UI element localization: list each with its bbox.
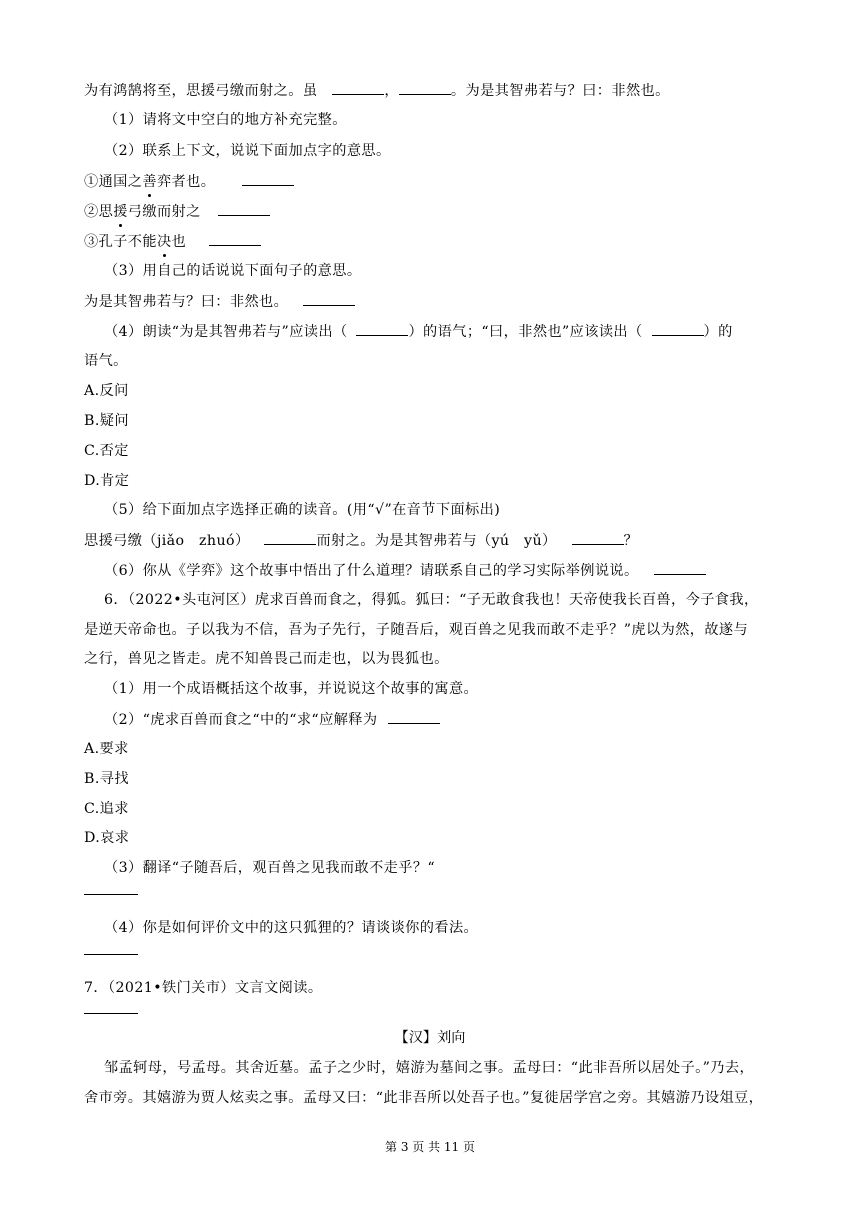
option-d[interactable]: D.哀求 (84, 830, 130, 846)
question-3-sentence (84, 291, 784, 312)
sub-item-3 (84, 231, 784, 252)
sub-item-2 (84, 201, 784, 222)
text: ）的 (703, 324, 733, 340)
text: 而射之。为是其智弗若与（yú yǔ） (316, 533, 557, 549)
question-6 (104, 560, 804, 581)
option-b[interactable]: B.寻找 (84, 771, 129, 787)
text: （4）朗读“为是其智弗若与”应读出（ (104, 324, 348, 340)
passage-line (84, 80, 784, 101)
answer-blank[interactable] (84, 999, 138, 1014)
text: 弈者也。 (156, 174, 216, 190)
answer-blank[interactable] (399, 80, 451, 95)
question-5: （5）给下面加点字选择正确的读音。(用“√”在音节下面标出) (104, 502, 501, 518)
text: 思援弓缴（jiǎo zhuó） (84, 533, 250, 549)
option-b[interactable]: B.疑问 (84, 413, 129, 429)
dotted-char: 援 (113, 204, 128, 220)
question-5-line (84, 530, 784, 551)
answer-blank[interactable] (356, 321, 408, 336)
text: ①通国之 (84, 174, 143, 190)
question-7: 7．（2021•铁门关市）文言文阅读。 (84, 980, 323, 996)
option-d[interactable]: D.肯定 (84, 473, 130, 489)
text: ？ (623, 533, 639, 549)
option-a[interactable]: A.反问 (84, 383, 129, 399)
answer-blank[interactable] (209, 231, 261, 246)
passage-6-line-1: 6．（2022•头屯河区）虎求百兽而食之，得狐。狐曰：“子无敢食我也！天帝使我长百兽，今子食我， (104, 592, 759, 608)
text: 。为是其智弗若与？曰：非然也。 (450, 83, 670, 99)
option-a[interactable]: A.要求 (84, 741, 129, 757)
passage-6-line-2: 是逆天帝命也。子以我为不信，吾为子先行，子随吾后，观百兽之见我而敢不走乎？”虎以为然，故遂与 (84, 622, 749, 638)
answer-blank[interactable] (242, 171, 294, 186)
answer-blank[interactable] (652, 321, 704, 336)
text: ， (384, 83, 399, 99)
text: 为有鸿鹄将至，思援弓缴而射之。虽 (84, 83, 318, 99)
answer-blank[interactable] (388, 709, 440, 724)
passage-7-line-1: 邹孟轲母，号孟母。其舍近墓。孟子之少时，嬉游为墓间之事。孟母曰：“此非吾所以居处子。”乃去， (104, 1060, 755, 1076)
dotted-char: 决 (156, 234, 172, 250)
text: 弓缴而射之 (127, 204, 201, 220)
passage-author: 【汉】刘向 (394, 1030, 466, 1046)
answer-blank[interactable] (264, 530, 316, 545)
dotted-char: 善 (142, 174, 157, 190)
text: ③孔子不能 (84, 234, 157, 250)
answer-blank[interactable] (84, 880, 138, 895)
answer-blank[interactable] (84, 940, 138, 955)
question-4 (104, 321, 804, 342)
answer-blank[interactable] (654, 560, 706, 575)
answer-blank[interactable] (332, 80, 384, 95)
text: ②思 (84, 204, 114, 220)
answer-blank[interactable] (218, 201, 270, 216)
passage-7-line-2: 舍市旁。其嬉游为贾人炫卖之事。孟母又曰：“此非吾所以处吾子也。”复徙居学宫之旁。其嬉游乃设俎豆， (84, 1090, 764, 1106)
page-number: 第 3 页 共 11 页 (385, 1140, 475, 1154)
question-2: （2）联系上下文，说说下面加点字的意思。 (104, 143, 391, 159)
option-c[interactable]: C.追求 (84, 801, 129, 817)
sub-question-4: （4）你是如何评价文中的这只狐狸的？请谈谈你的看法。 (104, 920, 479, 936)
sub-item-1 (84, 171, 784, 192)
option-c[interactable]: C.否定 (84, 443, 129, 459)
text: （2）“虎求百兽而食之“中的“求“应解释为 (104, 712, 378, 728)
text: （6）你从《学弈》这个故事中悟出了什么道理？请联系自己的学习实际举例说说。 (104, 563, 639, 579)
sub-question-3: （3）翻译“子随吾后，观百兽之见我而敢不走乎？“ (104, 860, 436, 876)
question-4-cont: 语气。 (84, 353, 128, 369)
sub-question-2 (104, 709, 804, 730)
question-3: （3）用自己的话说说下面句子的意思。 (104, 263, 362, 279)
text: 也 (171, 234, 187, 250)
passage-6-line-3: 之行，兽见之皆走。虎不知兽畏己而走也，以为畏狐也。 (84, 651, 449, 667)
text: 为是其智弗若与？曰：非然也。 (84, 294, 289, 310)
question-1: （1）请将文中空白的地方补充完整。 (104, 112, 347, 128)
sub-question-1: （1）用一个成语概括这个故事，并说说这个故事的寓意。 (104, 681, 479, 697)
answer-blank[interactable] (572, 530, 624, 545)
answer-blank[interactable] (303, 291, 355, 306)
text: ）的语气；“曰，非然也”应该读出（ (408, 324, 643, 340)
